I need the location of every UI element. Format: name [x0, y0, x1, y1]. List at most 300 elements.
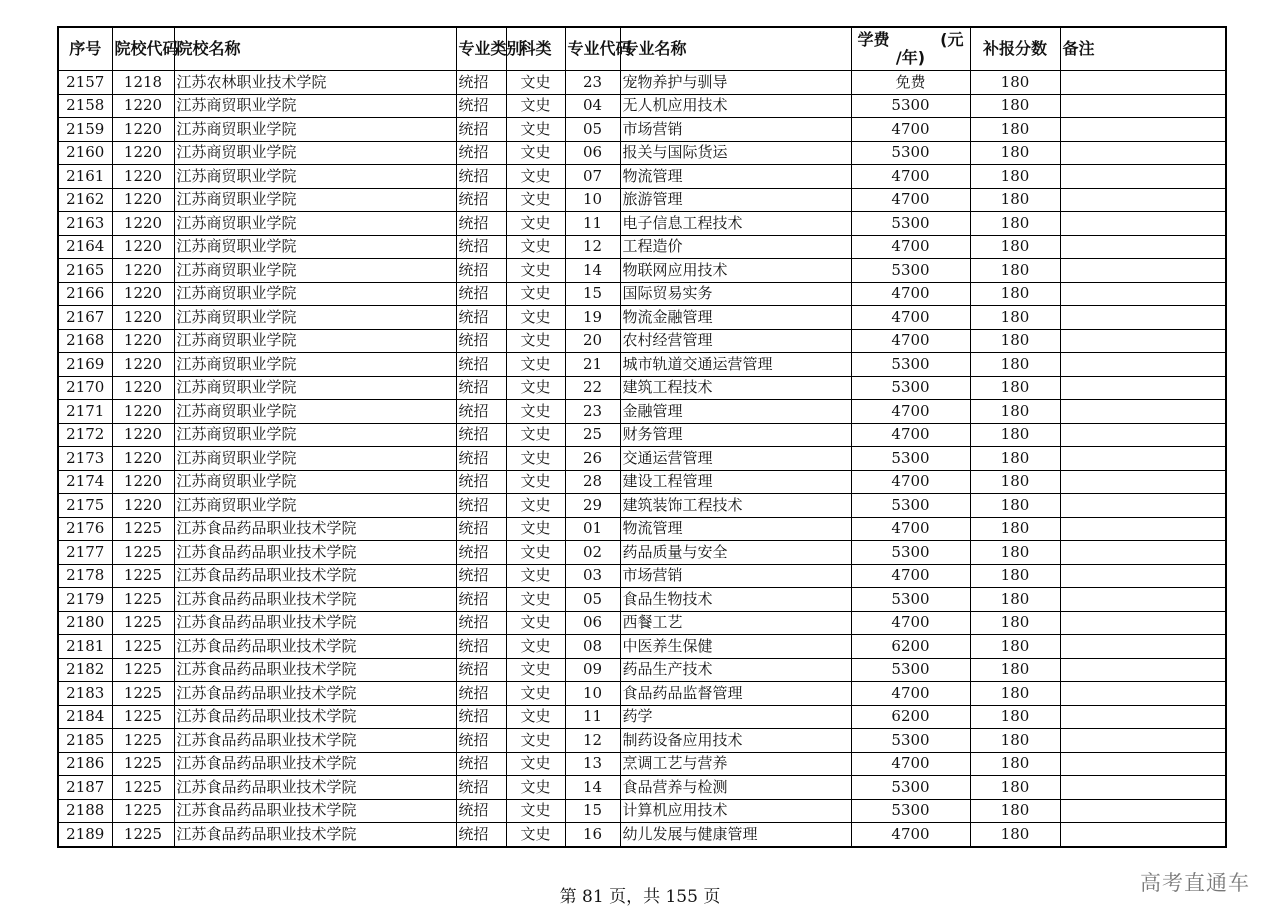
table-row [58, 611, 1226, 635]
cell-note [1060, 306, 1226, 330]
cell-note [1060, 282, 1226, 306]
table-row [58, 776, 1226, 800]
cell-note [1060, 494, 1226, 518]
cell-seq: 2167 [58, 306, 112, 330]
cell-fee: 5300 [851, 353, 970, 377]
cell-seq: 2161 [58, 165, 112, 189]
cell-score: 180 [970, 306, 1060, 330]
cell-score: 180 [970, 705, 1060, 729]
cell-major-name: 国际贸易实务 [620, 282, 851, 306]
cell-score: 180 [970, 682, 1060, 706]
header-score: 补报分数 [970, 27, 1060, 71]
cell-note [1060, 635, 1226, 659]
cell-subject: 文史 [506, 705, 565, 729]
cell-school-name: 江苏食品药品职业技术学院 [174, 611, 456, 635]
cell-major-code: 06 [565, 611, 620, 635]
cell-school-name: 江苏商贸职业学院 [174, 353, 456, 377]
cell-subject: 文史 [506, 823, 565, 847]
cell-subject: 文史 [506, 282, 565, 306]
cell-school-name: 江苏食品药品职业技术学院 [174, 752, 456, 776]
cell-major-type: 统招 [456, 541, 506, 565]
table-row [58, 729, 1226, 753]
cell-major-type: 统招 [456, 423, 506, 447]
cell-major-code: 06 [565, 141, 620, 165]
cell-subject: 文史 [506, 329, 565, 353]
cell-score: 180 [970, 494, 1060, 518]
cell-school-name: 江苏商贸职业学院 [174, 329, 456, 353]
cell-major-type: 统招 [456, 400, 506, 424]
cell-major-code: 05 [565, 588, 620, 612]
cell-school-name: 江苏商贸职业学院 [174, 235, 456, 259]
cell-fee: 5300 [851, 799, 970, 823]
cell-major-name: 幼儿发展与健康管理 [620, 823, 851, 847]
table-row [58, 235, 1226, 259]
cell-score: 180 [970, 165, 1060, 189]
cell-seq: 2181 [58, 635, 112, 659]
cell-major-name: 农村经营管理 [620, 329, 851, 353]
cell-fee: 5300 [851, 729, 970, 753]
table-row [58, 635, 1226, 659]
table-row [58, 423, 1226, 447]
cell-subject: 文史 [506, 71, 565, 95]
cell-school-name: 江苏食品药品职业技术学院 [174, 799, 456, 823]
cell-school-name: 江苏商贸职业学院 [174, 118, 456, 142]
cell-school-code: 1220 [112, 447, 174, 471]
table-row [58, 588, 1226, 612]
cell-major-name: 计算机应用技术 [620, 799, 851, 823]
cell-school-name: 江苏食品药品职业技术学院 [174, 517, 456, 541]
cell-major-name: 西餐工艺 [620, 611, 851, 635]
cell-school-name: 江苏商贸职业学院 [174, 447, 456, 471]
cell-major-name: 建设工程管理 [620, 470, 851, 494]
cell-school-code: 1220 [112, 329, 174, 353]
cell-major-type: 统招 [456, 823, 506, 847]
cell-major-code: 07 [565, 165, 620, 189]
cell-subject: 文史 [506, 400, 565, 424]
cell-note [1060, 752, 1226, 776]
cell-score: 180 [970, 212, 1060, 236]
cell-school-code: 1225 [112, 517, 174, 541]
cell-seq: 2162 [58, 188, 112, 212]
cell-fee: 4700 [851, 282, 970, 306]
cell-major-type: 统招 [456, 658, 506, 682]
cell-school-code: 1225 [112, 611, 174, 635]
cell-fee: 4700 [851, 564, 970, 588]
cell-score: 180 [970, 141, 1060, 165]
cell-school-code: 1220 [112, 306, 174, 330]
cell-subject: 文史 [506, 212, 565, 236]
cell-fee: 5300 [851, 94, 970, 118]
cell-school-code: 1220 [112, 400, 174, 424]
cell-score: 180 [970, 611, 1060, 635]
cell-school-code: 1220 [112, 141, 174, 165]
header-fee-label: 学费 [857, 30, 890, 49]
header-fee [851, 27, 970, 71]
cell-subject: 文史 [506, 517, 565, 541]
cell-major-code: 05 [565, 118, 620, 142]
cell-fee: 4700 [851, 400, 970, 424]
cell-school-code: 1225 [112, 541, 174, 565]
cell-note [1060, 212, 1226, 236]
cell-major-type: 统招 [456, 611, 506, 635]
header-school-name: 院校名称 [174, 27, 456, 71]
header-seq: 序号 [58, 27, 112, 71]
cell-major-type: 统招 [456, 776, 506, 800]
cell-major-code: 02 [565, 541, 620, 565]
cell-subject: 文史 [506, 682, 565, 706]
cell-seq: 2183 [58, 682, 112, 706]
cell-subject: 文史 [506, 635, 565, 659]
cell-subject: 文史 [506, 423, 565, 447]
cell-school-name: 江苏食品药品职业技术学院 [174, 658, 456, 682]
cell-major-name: 药品质量与安全 [620, 541, 851, 565]
cell-seq: 2173 [58, 447, 112, 471]
cell-major-type: 统招 [456, 729, 506, 753]
cell-school-code: 1220 [112, 94, 174, 118]
cell-school-name: 江苏商贸职业学院 [174, 423, 456, 447]
cell-major-type: 统招 [456, 94, 506, 118]
cell-fee: 4700 [851, 423, 970, 447]
cell-major-name: 建筑工程技术 [620, 376, 851, 400]
cell-score: 180 [970, 541, 1060, 565]
cell-seq: 2175 [58, 494, 112, 518]
cell-major-code: 15 [565, 282, 620, 306]
cell-score: 180 [970, 799, 1060, 823]
cell-school-code: 1225 [112, 729, 174, 753]
cell-fee: 5300 [851, 494, 970, 518]
cell-note [1060, 588, 1226, 612]
table-row [58, 564, 1226, 588]
cell-school-code: 1225 [112, 752, 174, 776]
cell-fee: 4700 [851, 823, 970, 847]
cell-score: 180 [970, 94, 1060, 118]
cell-score: 180 [970, 423, 1060, 447]
cell-fee: 5300 [851, 447, 970, 471]
cell-score: 180 [970, 729, 1060, 753]
table-row [58, 494, 1226, 518]
cell-school-name: 江苏食品药品职业技术学院 [174, 823, 456, 847]
cell-school-name: 江苏农林职业技术学院 [174, 71, 456, 95]
cell-major-name: 金融管理 [620, 400, 851, 424]
table-row [58, 823, 1226, 847]
cell-note [1060, 564, 1226, 588]
cell-school-name: 江苏商贸职业学院 [174, 141, 456, 165]
cell-major-name: 无人机应用技术 [620, 94, 851, 118]
cell-school-code: 1220 [112, 376, 174, 400]
cell-fee: 免费 [851, 71, 970, 95]
cell-score: 180 [970, 588, 1060, 612]
cell-school-code: 1220 [112, 235, 174, 259]
cell-note [1060, 71, 1226, 95]
cell-seq: 2171 [58, 400, 112, 424]
table-row [58, 682, 1226, 706]
cell-subject: 文史 [506, 799, 565, 823]
cell-school-name: 江苏商贸职业学院 [174, 400, 456, 424]
cell-major-type: 统招 [456, 259, 506, 283]
cell-seq: 2184 [58, 705, 112, 729]
cell-school-name: 江苏食品药品职业技术学院 [174, 776, 456, 800]
cell-score: 180 [970, 235, 1060, 259]
cell-score: 180 [970, 776, 1060, 800]
cell-subject: 文史 [506, 588, 565, 612]
cell-major-code: 10 [565, 682, 620, 706]
cell-major-code: 14 [565, 776, 620, 800]
table-row [58, 705, 1226, 729]
cell-school-code: 1225 [112, 564, 174, 588]
cell-major-type: 统招 [456, 188, 506, 212]
cell-note [1060, 376, 1226, 400]
cell-school-code: 1225 [112, 588, 174, 612]
cell-major-type: 统招 [456, 470, 506, 494]
cell-seq: 2180 [58, 611, 112, 635]
cell-major-type: 统招 [456, 635, 506, 659]
cell-major-type: 统招 [456, 141, 506, 165]
cell-fee: 5300 [851, 658, 970, 682]
header-major-type: 专业类别 [456, 27, 506, 71]
cell-seq: 2172 [58, 423, 112, 447]
cell-major-type: 统招 [456, 517, 506, 541]
cell-school-name: 江苏食品药品职业技术学院 [174, 541, 456, 565]
cell-major-name: 旅游管理 [620, 188, 851, 212]
cell-note [1060, 541, 1226, 565]
table-row [58, 517, 1226, 541]
cell-seq: 2176 [58, 517, 112, 541]
cell-major-type: 统招 [456, 118, 506, 142]
cell-school-name: 江苏商贸职业学院 [174, 212, 456, 236]
cell-seq: 2157 [58, 71, 112, 95]
cell-fee: 4700 [851, 235, 970, 259]
cell-note [1060, 94, 1226, 118]
cell-major-type: 统招 [456, 71, 506, 95]
cell-major-name: 物流管理 [620, 517, 851, 541]
watermark-text: 高考直通车 [1140, 871, 1250, 895]
cell-subject: 文史 [506, 235, 565, 259]
cell-seq: 2169 [58, 353, 112, 377]
cell-school-code: 1220 [112, 212, 174, 236]
cell-note [1060, 165, 1226, 189]
table-row [58, 353, 1226, 377]
cell-school-name: 江苏食品药品职业技术学院 [174, 564, 456, 588]
cell-school-code: 1220 [112, 165, 174, 189]
table-row [58, 306, 1226, 330]
cell-subject: 文史 [506, 306, 565, 330]
cell-major-type: 统招 [456, 752, 506, 776]
table-row [58, 94, 1226, 118]
cell-fee: 4700 [851, 517, 970, 541]
cell-fee: 6200 [851, 635, 970, 659]
table-row [58, 282, 1226, 306]
cell-major-type: 统招 [456, 494, 506, 518]
cell-major-code: 22 [565, 376, 620, 400]
cell-major-code: 16 [565, 823, 620, 847]
cell-major-code: 04 [565, 94, 620, 118]
cell-subject: 文史 [506, 541, 565, 565]
cell-fee: 4700 [851, 611, 970, 635]
cell-note [1060, 823, 1226, 847]
cell-note [1060, 517, 1226, 541]
cell-note [1060, 400, 1226, 424]
cell-score: 180 [970, 564, 1060, 588]
cell-major-code: 11 [565, 705, 620, 729]
header-major-name: 专业名称 [620, 27, 851, 71]
cell-subject: 文史 [506, 776, 565, 800]
cell-major-code: 23 [565, 400, 620, 424]
cell-major-code: 12 [565, 729, 620, 753]
cell-major-type: 统招 [456, 165, 506, 189]
cell-score: 180 [970, 259, 1060, 283]
cell-major-name: 城市轨道交通运营管理 [620, 353, 851, 377]
cell-major-type: 统招 [456, 353, 506, 377]
cell-major-code: 28 [565, 470, 620, 494]
cell-school-code: 1225 [112, 776, 174, 800]
cell-major-type: 统招 [456, 799, 506, 823]
cell-school-code: 1225 [112, 823, 174, 847]
cell-major-code: 11 [565, 212, 620, 236]
cell-note [1060, 799, 1226, 823]
cell-seq: 2163 [58, 212, 112, 236]
table-row [58, 541, 1226, 565]
cell-major-type: 统招 [456, 329, 506, 353]
cell-note [1060, 353, 1226, 377]
cell-major-name: 交通运营管理 [620, 447, 851, 471]
cell-note [1060, 658, 1226, 682]
table-body [58, 71, 1226, 847]
cell-school-name: 江苏商贸职业学院 [174, 376, 456, 400]
table-row [58, 259, 1226, 283]
cell-major-code: 09 [565, 658, 620, 682]
cell-score: 180 [970, 282, 1060, 306]
cell-subject: 文史 [506, 564, 565, 588]
cell-note [1060, 118, 1226, 142]
cell-score: 180 [970, 329, 1060, 353]
cell-note [1060, 729, 1226, 753]
cell-major-type: 统招 [456, 564, 506, 588]
cell-major-name: 中医养生保健 [620, 635, 851, 659]
cell-major-code: 20 [565, 329, 620, 353]
cell-seq: 2179 [58, 588, 112, 612]
cell-subject: 文史 [506, 376, 565, 400]
cell-fee: 4700 [851, 165, 970, 189]
cell-school-code: 1220 [112, 423, 174, 447]
cell-fee: 4700 [851, 188, 970, 212]
cell-seq: 2186 [58, 752, 112, 776]
cell-score: 180 [970, 188, 1060, 212]
cell-seq: 2160 [58, 141, 112, 165]
cell-major-name: 报关与国际货运 [620, 141, 851, 165]
cell-note [1060, 470, 1226, 494]
cell-major-code: 23 [565, 71, 620, 95]
cell-seq: 2159 [58, 118, 112, 142]
cell-school-code: 1220 [112, 470, 174, 494]
cell-fee: 4700 [851, 682, 970, 706]
cell-seq: 2174 [58, 470, 112, 494]
cell-note [1060, 259, 1226, 283]
cell-major-code: 03 [565, 564, 620, 588]
cell-major-name: 物流管理 [620, 165, 851, 189]
cell-seq: 2166 [58, 282, 112, 306]
table-row [58, 658, 1226, 682]
header-school-code: 院校代码 [112, 27, 174, 71]
cell-major-name: 药学 [620, 705, 851, 729]
cell-major-code: 26 [565, 447, 620, 471]
cell-score: 180 [970, 118, 1060, 142]
table-row [58, 470, 1226, 494]
cell-score: 180 [970, 517, 1060, 541]
cell-school-name: 江苏商贸职业学院 [174, 165, 456, 189]
cell-major-name: 工程造价 [620, 235, 851, 259]
cell-seq: 2188 [58, 799, 112, 823]
cell-subject: 文史 [506, 94, 565, 118]
cell-major-code: 21 [565, 353, 620, 377]
cell-subject: 文史 [506, 729, 565, 753]
table-row [58, 71, 1226, 95]
header-fee-unit-close: /年) [895, 48, 926, 67]
cell-subject: 文史 [506, 658, 565, 682]
table-row [58, 400, 1226, 424]
cell-school-code: 1220 [112, 118, 174, 142]
cell-school-code: 1220 [112, 282, 174, 306]
cell-major-code: 13 [565, 752, 620, 776]
cell-major-type: 统招 [456, 376, 506, 400]
cell-subject: 文史 [506, 259, 565, 283]
cell-major-code: 12 [565, 235, 620, 259]
cell-major-type: 统招 [456, 705, 506, 729]
cell-note [1060, 188, 1226, 212]
cell-major-name: 食品营养与检测 [620, 776, 851, 800]
cell-school-code: 1225 [112, 705, 174, 729]
cell-major-name: 药品生产技术 [620, 658, 851, 682]
cell-major-name: 市场营销 [620, 564, 851, 588]
cell-school-name: 江苏商贸职业学院 [174, 470, 456, 494]
table-row [58, 799, 1226, 823]
cell-major-name: 市场营销 [620, 118, 851, 142]
cell-score: 180 [970, 353, 1060, 377]
cell-school-name: 江苏商贸职业学院 [174, 306, 456, 330]
header-subject: 科类 [506, 27, 565, 71]
cell-major-name: 烹调工艺与营养 [620, 752, 851, 776]
cell-score: 180 [970, 658, 1060, 682]
cell-school-code: 1220 [112, 353, 174, 377]
cell-fee: 4700 [851, 470, 970, 494]
cell-seq: 2168 [58, 329, 112, 353]
cell-major-type: 统招 [456, 235, 506, 259]
cell-score: 180 [970, 447, 1060, 471]
cell-school-name: 江苏食品药品职业技术学院 [174, 705, 456, 729]
cell-school-name: 江苏商贸职业学院 [174, 259, 456, 283]
table-row [58, 376, 1226, 400]
cell-major-name: 物联网应用技术 [620, 259, 851, 283]
cell-fee: 4700 [851, 752, 970, 776]
cell-school-name: 江苏食品药品职业技术学院 [174, 682, 456, 706]
cell-seq: 2185 [58, 729, 112, 753]
cell-fee: 5300 [851, 776, 970, 800]
cell-school-code: 1225 [112, 799, 174, 823]
cell-score: 180 [970, 376, 1060, 400]
cell-major-type: 统招 [456, 682, 506, 706]
cell-seq: 2178 [58, 564, 112, 588]
header-row [58, 27, 1226, 71]
cell-major-code: 01 [565, 517, 620, 541]
cell-subject: 文史 [506, 447, 565, 471]
cell-school-code: 1218 [112, 71, 174, 95]
table-row [58, 329, 1226, 353]
cell-school-name: 江苏食品药品职业技术学院 [174, 729, 456, 753]
cell-school-name: 江苏商贸职业学院 [174, 188, 456, 212]
cell-note [1060, 141, 1226, 165]
cell-note [1060, 447, 1226, 471]
cell-major-code: 08 [565, 635, 620, 659]
cell-major-name: 建筑装饰工程技术 [620, 494, 851, 518]
